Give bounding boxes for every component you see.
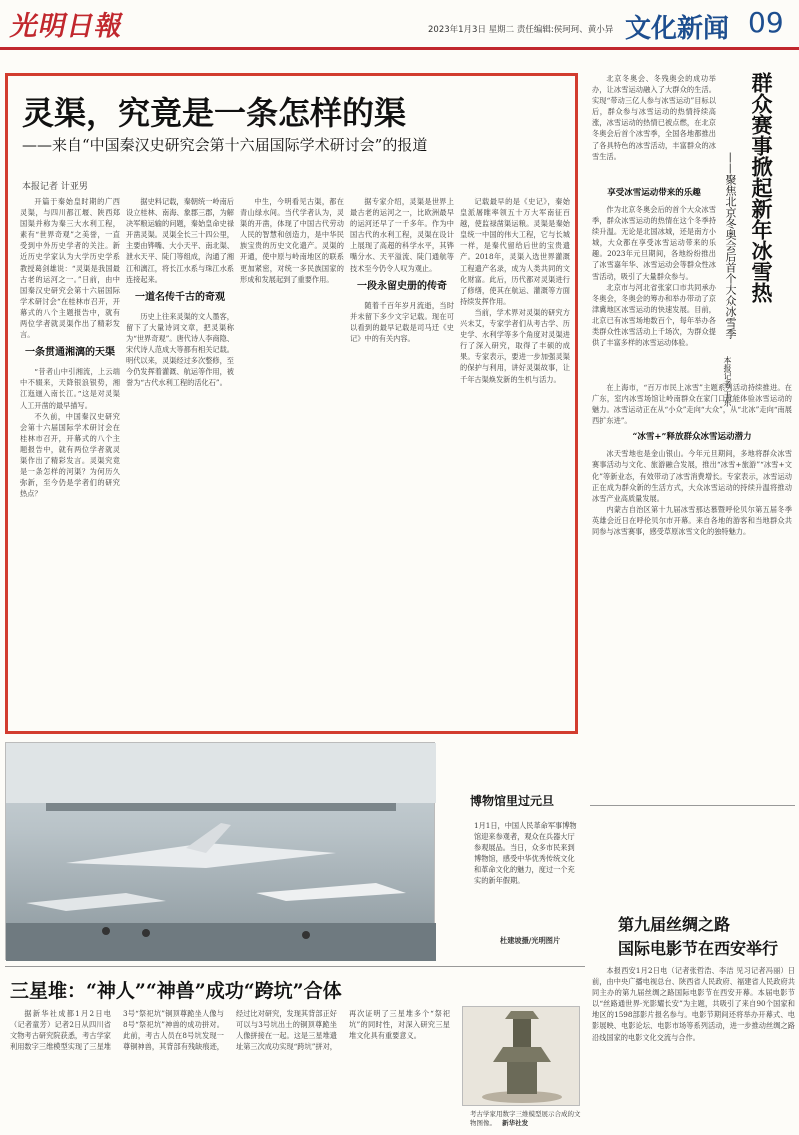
feature-column-3 <box>240 196 344 726</box>
paragraph: 当前，学术界对灵渠的研究方兴未艾，专家学者们从考古学、历史学、水利学等多个角度对灵渠进行了深入研究，取得了丰硕的成果。专家表示，要进一步加强灵渠的保护与利用，讲好灵渠故事，让千年古渠焕发新的生机与活力。 <box>460 307 570 384</box>
paragraph: 中生，今明看见古渠，都在青山绿水间。当代学者认为，灵渠的开凿，体现了中国古代劳动人民的智慧和创造力，是中华民族宝贵的历史文化遗产。灵渠的开通，使中原与岭南地区的联系更加紧密，对统一多民族国家的形成和发展起到了重要作用。 <box>240 197 344 284</box>
section-heading: “冰雪+”释放群众冰雪运动潜力 <box>632 432 752 443</box>
page-number: 09 <box>748 6 784 39</box>
museum-hall-illustration <box>6 743 436 961</box>
film-article-body <box>592 965 795 1130</box>
paragraph: 据史料记载，秦朝统一岭南后设立桂林、南海、象郡三郡，为解决军粮运输的问题，秦始皇命史禄开凿灵渠。灵渠全长三十四公里，主要由铧嘴、大小天平、南北渠、泄水天平、陡门等组成，沟通了湘江和漓江，将长江水系与珠江水系连接起来。 <box>126 197 234 284</box>
caption-text: 考古学家用数字三维模型展示合成的文物图像。 <box>470 1110 581 1127</box>
section-heading: 一条贯通湘漓的天渠 <box>25 347 115 359</box>
sanxingdui-artifact-photo <box>462 1006 580 1106</box>
museum-photo-title: 博物馆里过元旦 <box>470 794 555 808</box>
sanxingdui-article-body <box>10 1008 450 1131</box>
section-heading: 一道名传千古的奇观 <box>135 291 225 303</box>
caption-credit: 新华社发 <box>502 1119 529 1127</box>
feature-headline: 灵渠，究竟是一条怎样的渠 <box>22 94 407 132</box>
quoted-verse: “昔者山中引湘流，上云端中不辍来，天降银浪银势，湘江迤逦入南长江。”这是对灵渠人工开凿的最早描写。 <box>20 367 120 410</box>
paragraph: 冰天雪地也是金山银山。今年元旦期间，多地将群众冰雪赛事活动与文化、旅游融合发展，推出“冰雪+旅游”“冰雪+文化”等新业态，有效带动了冰雪消费增长。专家表示，冰雪运动正在成为群众新的生活方式，大众冰雪运动的持续升温将推动冰雪产业高质量发展。 <box>592 449 792 503</box>
paragraph: 北京市与河北省张家口市共同承办冬奥会，冬奥会的筹办和举办带动了京津冀地区冰雪运动的快速发展。目前，北京已有冰雪场地数百个，每年举办各类群众性冰雪活动上千场次，为群众提供了丰富多样的冰雪运动体验。 <box>592 282 716 348</box>
right-byline: 本报记者 王东 <box>723 356 732 407</box>
museum-photo-caption: 1月1日，中国人民革命军事博物馆迎来参观者，观众在兵器大厅参观展品。当日，众多市民来到博物馆，感受中华优秀传统文化和革命文化的魅力，度过一个充实的新年假期。 <box>474 821 577 885</box>
paragraph: 北京冬奥会、冬残奥会的成功举办，让冰雪运动融入了大群众的生活。实现“带动三亿人参与冰雪运动”目标以后，群众参与冰雪运动的热情持续高涨，冰雪运动的热情已被点燃，在北京冬奥会后首个冰雪季，全国各地都推出了各具特色的冰雪活动，丰富群众的冰雪生活。 <box>592 74 716 161</box>
paragraph: 随着千百年岁月流逝，当时并未留下多少文字记载。现在可以看到的最早记载是司马迁《史记》中的有关内容。 <box>350 300 454 343</box>
film-headline-line1: 第九届丝绸之路 <box>618 915 731 934</box>
paragraph: 内蒙古自治区第十九届冰雪那达慕暨呼伦贝尔第五届冬季英雄会近日在呼伦贝尔市开幕。来自各地的游客和当地群众共同参与冰雪赛事，感受草原冰雪文化的独特魅力。 <box>592 504 792 537</box>
museum-photo-credit: 杜建坡摄/光明图片 <box>500 936 561 945</box>
paragraph: 据专家介绍，灵渠是世界上最古老的运河之一，比欧洲最早的运河还早了一千多年。作为中国古代的水利工程，灵渠在设计上展现了高超的科学水平，其铧嘴分水、天平溢流、陡门通航等技术至今仍令人叹为观止。 <box>350 197 454 273</box>
right-vertical-headline: 群众赛事掀起新年冰雪热 <box>749 72 774 303</box>
paragraph: 作为北京冬奥会后的首个大众冰雪季，群众冰雪运动的热情在这个冬季持续升温。无论是北国冰城，还是南方小城，大众都在享受冰雪运动带来的乐趣。2023年元旦期间，各地纷纷推出了冰雪嘉年华、冰雪运动会等群众性冰雪活动，吸引了大量群众参与。 <box>592 205 716 281</box>
divider <box>5 966 585 967</box>
paragraph: 据新华社成都1月2日电（记者童芳）记者2日从四川省文物考古研究院获悉，考古学家利用数字三维模型实现了三星堆3号“祭祀坑”铜顶尊跪坐人像与8号“祭祀坑”神兽的成功拼对。此前，考古人员在8号坑发现一尊铜神兽，其背部有残缺痕迹，经过比对研究，发现其背部正好可以与3号坑出土的铜顶尊跪坐人像拼接在一起。这是三星堆遗址第三次成功实现“跨坑”拼对，再次证明了三星堆多个“祭祀坑”的同时性，对深入研究三星堆文化具有重要意义。 <box>10 1009 450 1052</box>
paragraph: 开篇于秦始皇时期的广西灵渠，与四川都江堰、陕西郑国渠并称为秦三大水利工程，素有“世界奇观”之美誉，一直受到中外历史学者的关注。新近历史学家认为大学历史学系教授葛剑雄说：“灵渠是我国最古老的运河之一。”日前，由中国秦汉史研究会第十六届国际学术研讨会“在桂林市召开，开幕式的八个主题报告中，就有两位学者就灵渠作出了精彩发言。 <box>20 197 120 340</box>
bronze-artifact-illustration <box>463 1007 581 1107</box>
paragraph: 不久前，中国秦汉史研究会第十六届国际学术研讨会在桂林市召开，开幕式的八个主题报告中，就有两位学者就灵渠作出了精彩发言。灵渠究竟是一条怎样的河渠？为何历久弥新，至今仍是学者们的研究热点？ <box>20 411 120 499</box>
feature-column-5 <box>460 196 570 726</box>
feature-column-4 <box>350 196 454 726</box>
section-title: 文化新闻 <box>625 14 730 44</box>
sanxingdui-photo-caption <box>470 1110 582 1128</box>
section-heading: 享受冰雪运动带来的乐趣 <box>607 188 701 198</box>
newspaper-logo: 光明日報 <box>8 11 127 42</box>
film-headline-line2: 国际电影节在西安举行 <box>618 939 779 958</box>
divider <box>590 805 795 806</box>
feature-column-1 <box>20 196 120 726</box>
masthead <box>0 0 799 50</box>
paragraph: 记载最早的是《史记》，秦始皇派屠睢率领五十万大军南征百越，使监禄凿渠运粮。灵渠是秦始皇统一中国的伟大工程，它与长城一样，是秦代留给后世的宝贵遗产。2018年，灵渠入选世界灌溉工程遗产名录，成为人类共同的文化财富。此后，历代都对灵渠进行了修缮，使其在航运、灌溉等方面持续发挥作用。 <box>460 197 570 306</box>
feature-column-2 <box>126 196 234 726</box>
museum-photo <box>5 742 435 960</box>
dateline: 2023年1月3日 星期二 责任编辑:侯珂珂、黄小异 <box>428 25 614 35</box>
right-lower-text <box>592 382 792 802</box>
feature-subhead: ——来自“中国秦汉史研究会第十六届国际学术研讨会”的报道 <box>22 136 428 154</box>
feature-byline: 本报记者 计亚男 <box>22 182 88 192</box>
paragraph: 在上海市，“百万市民上冰雪”主题系列活动持续推进。在广东，室内冰雪场馆让岭南群众在家门口就能体验冰雪运动的魅力。冰雪运动正在从“小众”走向“大众”，从“北冰”走向“南展西扩东进”。 <box>592 383 792 426</box>
section-heading: 一段永留史册的传奇 <box>357 280 447 292</box>
paragraph: 本报西安1月2日电（记者张哲浩、李洁 见习记者冯丽）日前，由中央广播电视总台、陕西省人民政府、福建省人民政府共同主办的第九届丝绸之路国际电影节在西安开幕。本届电影节以“丝路通世界·光影耀长安”为主题，共吸引了来自90个国家和地区的1598部影片报名参与。电影节期间还将举办开幕式、电影展映、电影论坛、电影市场等系列活动，进一步推动丝绸之路沿线国家的电影文化交流与合作。 <box>592 966 795 1042</box>
right-upper-text <box>592 182 716 382</box>
right-vertical-subtitle: ——聚焦北京冬奥会后首个大众冰雪季 <box>724 152 737 339</box>
feature-article <box>5 73 578 734</box>
sanxingdui-headline: 三星堆：“神人”“神兽”成功“跨坑”合体 <box>10 980 342 1002</box>
right-intro <box>592 73 716 181</box>
paragraph: 历史上往来灵渠的文人墨客，留下了大量诗词文章，把灵渠称为“世界奇观”。唐代诗人李商隐、宋代诗人范成大等都有相关记载。明代以来，灵渠经过多次整修，至今仍发挥着灌溉、航运等作用，被誉为“古代水利工程的活化石”。 <box>126 311 234 388</box>
